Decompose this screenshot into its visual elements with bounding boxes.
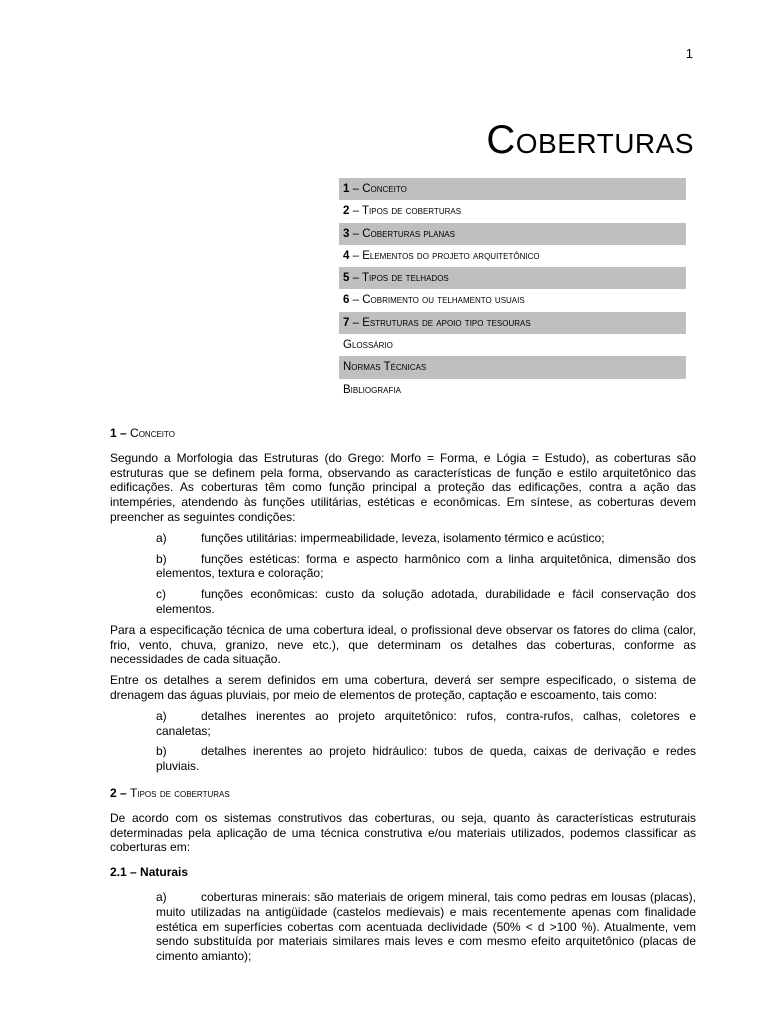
list-text: detalhes inerentes ao projeto hidráulico: tubos de queda, caixas de derivação e redes pluviais. [156,744,696,774]
list-marker: c) [156,587,166,602]
section-dash: – [116,426,131,440]
toc-item-estruturas[interactable] [339,312,686,334]
list-marker: b) [156,744,167,759]
toc-number: 5 [343,272,350,285]
list-marker: b) [156,551,167,566]
paragraph: Entre os detalhes a serem definidos em uma cobertura, deverá ser sempre especificado, o sistema de drenagem das águas pluviais, por meio de elementos de proteção, captação e escoamento, tais como: [110,673,696,702]
list-text: coberturas minerais: são materiais de origem mineral, tais como pedras em lousas (placas), muito utilizadas na antigüidade (castelos medievais) e mais recentemente apenas com finalidade estética em superfícies cobertas com acentuada declividade (50% < d >100 %). Atualmente, vem sendo substituída por materiais similares mais leves e com mesmo efeito arquitetônico (placas de cimento amianto); [156,889,696,964]
list-item [156,890,696,964]
toc-dash: – [349,294,363,307]
toc-item-cobrimento[interactable] [339,289,686,311]
toc-item-bibliografia[interactable] [339,379,686,401]
toc-item-normas-tecnicas[interactable] [339,356,686,378]
table-of-contents [339,178,686,401]
toc-label: Estruturas de apoio tipo tesouras [362,316,531,329]
toc-number: 7 [343,316,350,329]
list-marker: a) [156,530,167,545]
toc-dash: – [349,183,363,195]
list-item [156,709,696,739]
page-number: 1 [685,46,693,61]
list-marker: a) [156,708,167,723]
toc-label: Tipos de telhados [361,272,449,285]
section-title: Conceito [130,426,175,440]
toc-label: Conceito [362,183,407,195]
list-text: detalhes inerentes ao projeto arquitetônico: rufos, contra-rufos, calhas, coletores e canaletas; [156,708,696,738]
toc-item-tipos-de-coberturas[interactable] [339,200,686,222]
section-heading-conceito [110,426,696,441]
list-item [156,552,696,582]
toc-item-glossario[interactable] [339,334,686,356]
list-marker: a) [156,889,167,904]
toc-label: Normas Técnicas [343,361,427,374]
toc-number: 6 [343,294,350,307]
list-item [156,744,696,774]
toc-number: 1 [343,183,350,195]
paragraph: Para a especificação técnica de uma cobertura ideal, o profissional deve observar os fatores do clima (calor, frio, vento, chuva, granizo, neve etc.), que determinam os detalhes das coberturas, conforme as necessidades de cada situação. [110,622,696,667]
toc-number: 3 [343,227,350,240]
section-dash: – [116,785,131,800]
list-item [156,531,696,546]
toc-label: Tipos de coberturas [361,205,462,218]
paragraph: De acordo com os sistemas construtivos das coberturas, ou seja, quanto às características estruturais determinadas pela aplicação de uma técnica construtiva e/ou materiais utilizados, podemos classificar as coberturas em: [110,810,696,855]
list-item [156,587,696,617]
subsection-heading: 2.1 – Naturais [110,865,189,880]
toc-label: Cobrimento ou telhamento usuais [362,294,525,307]
toc-dash: – [349,227,363,240]
toc-dash: – [349,316,363,329]
section-title: Tipos de coberturas [130,785,230,800]
page-title: Coberturas [486,118,694,162]
paragraph: Segundo a Morfologia das Estruturas (do Grego: Morfo = Forma, e Lógia = Estudo), as coberturas são estruturas que se definem pela forma, observando as características de função e estilo arquitetônico das edificações. As coberturas têm como função principal a proteção das edificações, contra a ação das intempéries, atendendo às funções utilitárias, estéticas e econômicas. Em síntese, as coberturas devem preencher as seguintes condições: [110,450,696,524]
section-number: 2 [110,785,117,800]
toc-dash: – [349,205,362,218]
list-text: funções econômicas: custo da solução adotada, durabilidade e fácil conservação dos elementos. [156,587,696,616]
toc-item-elementos[interactable] [339,245,686,267]
toc-item-tipos-de-telhados[interactable] [339,267,686,289]
toc-dash: – [349,249,363,262]
toc-dash: – [349,272,362,285]
toc-item-coberturas-planas[interactable] [339,223,686,245]
toc-item-conceito[interactable] [339,178,686,200]
toc-number: 4 [343,249,350,262]
toc-label: Glossário [343,339,393,352]
toc-label: Bibliografia [343,383,401,396]
list-text: funções utilitárias: impermeabilidade, leveza, isolamento térmico e acústico; [201,530,605,545]
toc-number: 2 [343,205,350,218]
toc-label: Coberturas planas [362,227,455,240]
document-body [110,426,696,970]
section-number: 1 [110,426,117,440]
section-heading-tipos [110,786,696,801]
toc-label: Elementos do projeto arquitetônico [362,249,540,262]
list-text: funções estéticas: forma e aspecto harmônico com a linha arquitetônica, dimensão dos elementos, textura e coloração; [156,551,696,581]
